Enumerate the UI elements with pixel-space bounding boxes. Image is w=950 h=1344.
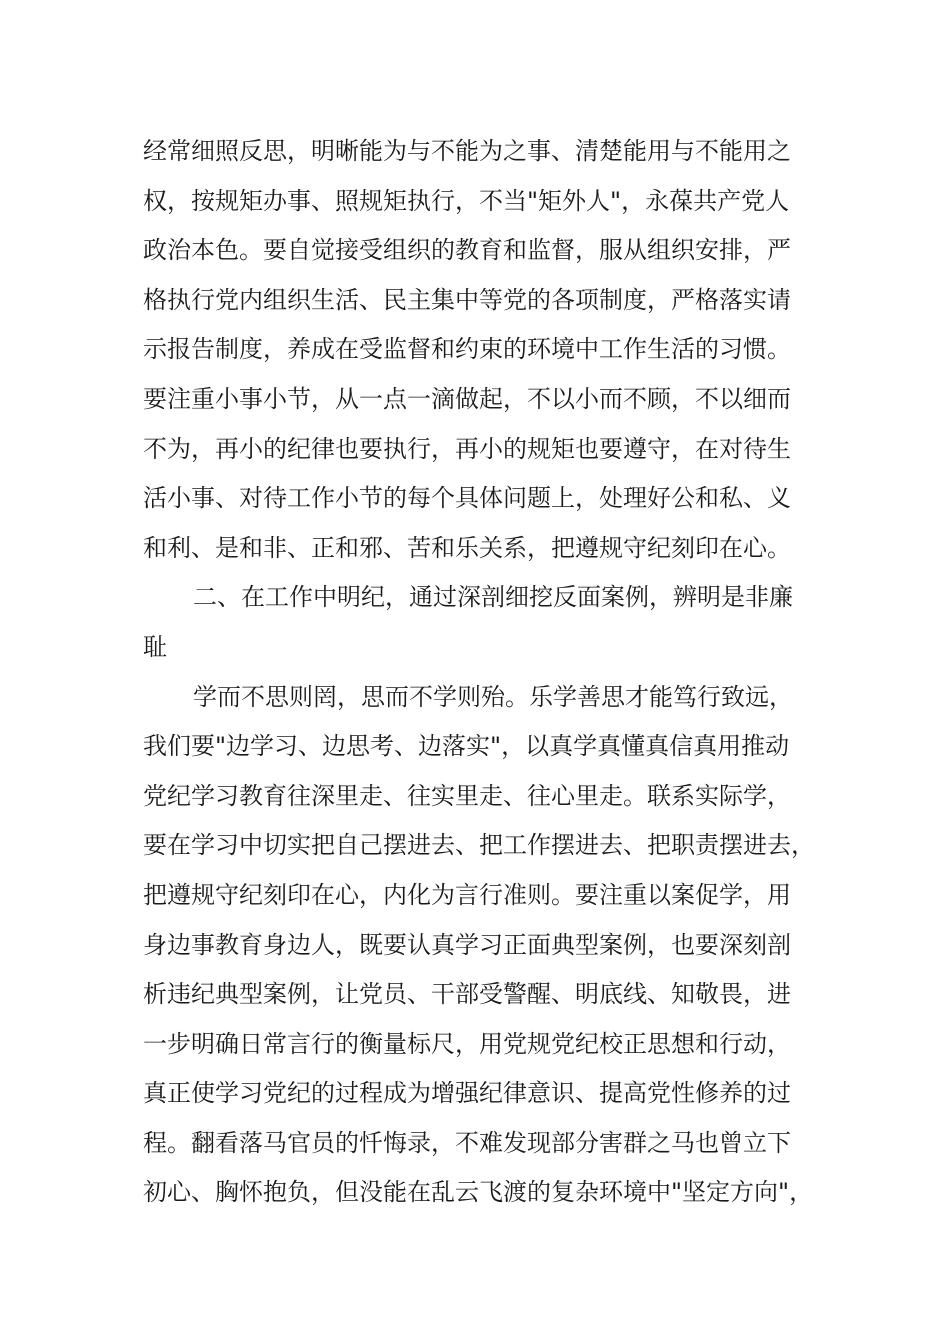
text-line: 耻	[143, 632, 167, 661]
text-line: 活小事、对待工作小节的每个具体问题上，处理好公和私、义	[143, 484, 791, 513]
text-line: 身边事教育身边人，既要认真学习正面典型案例，也要深刻剖	[143, 930, 791, 959]
text-line: 程。翻看落马官员的忏悔录，不难发现部分害群之马也曾立下	[143, 1128, 791, 1157]
text-line: 真正使学习党纪的过程成为增强纪律意识、提高党性修养的过	[143, 1079, 791, 1108]
text-line: 我们要"边学习、边思考、边落实"，以真学真懂真信真用推动	[143, 732, 790, 761]
text-line: 一步明确日常言行的衡量标尺，用党规党纪校正思想和行动，	[143, 1029, 791, 1058]
text-line: 把遵规守纪刻印在心，内化为言行准则。要注重以案促学，用	[143, 880, 791, 909]
text-line: 和利、是和非、正和邪、苦和乐关系，把遵规守纪刻印在心。	[143, 533, 791, 562]
text-line: 要在学习中切实把自己摆进去、把工作摆进去、把职责摆进去，	[143, 831, 815, 860]
text-line: 初心、胸怀抱负，但没能在乱云飞渡的复杂环境中"坚定方向"，	[143, 1178, 814, 1207]
text-line: 经常细照反思，明晰能为与不能为之事、清楚能用与不能用之	[143, 137, 791, 165]
text-line: 析违纪典型案例，让党员、干部受警醒、明底线、知敬畏，进	[143, 980, 791, 1009]
text-line: 要注重小事小节，从一点一滴做起，不以小而不顾，不以细而	[143, 384, 791, 413]
text-line: 格执行党内组织生活、民主集中等党的各项制度，严格落实请	[143, 285, 791, 314]
text-line: 二、在工作中明纪，通过深剖细挖反面案例，辨明是非廉	[193, 583, 793, 612]
text-line: 权，按规矩办事、照规矩执行，不当"矩外人"，永葆共产党人	[143, 186, 790, 215]
text-line: 党纪学习教育往深里走、往实里走、往心里走。联系实际学，	[143, 781, 791, 810]
text-line: 不为，再小的纪律也要执行，再小的规矩也要遵守，在对待生	[143, 434, 791, 463]
text-line: 学而不思则罔，思而不学则殆。乐学善思才能笃行致远，	[193, 682, 793, 711]
text-line: 政治本色。要自觉接受组织的教育和监督，服从组织安排，严	[143, 236, 791, 265]
document-body	[143, 127, 843, 1218]
text-line: 示报告制度，养成在受监督和约束的环境中工作生活的习惯。	[143, 335, 791, 364]
